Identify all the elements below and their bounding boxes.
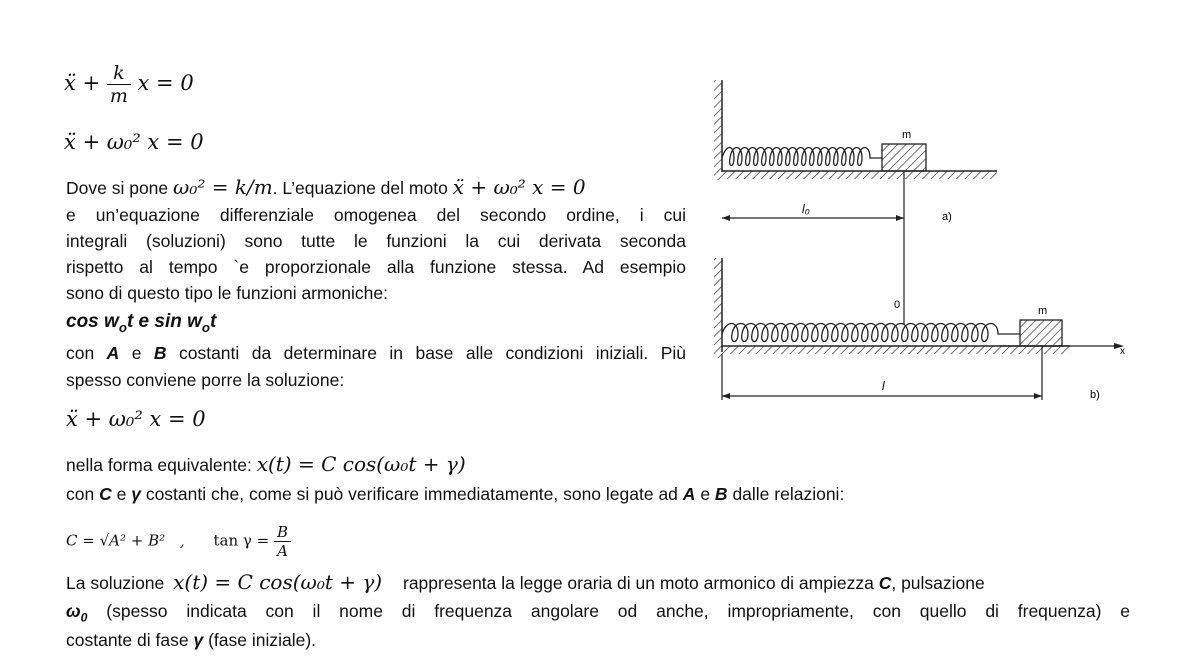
legge-oraria-text: rappresenta la legge oraria di un moto armonico di ampiezza bbox=[403, 573, 874, 593]
separator: , bbox=[179, 531, 185, 550]
floor-top-hatch bbox=[722, 171, 997, 179]
paragraph-1-line-3: integrali (soluzioni) sono tutte le funzioni la cui derivata seconda bbox=[66, 231, 686, 251]
l0-label: l₀ bbox=[802, 202, 810, 216]
rest-text: costanti da determinare in base alle condizioni iniziali. Più bbox=[178, 343, 686, 363]
paragraph-3 bbox=[66, 452, 466, 476]
equation-3: ẍ + ω₀² x = 0 bbox=[66, 407, 206, 431]
x-axis-label: x bbox=[1120, 346, 1125, 357]
cos-subscript: o bbox=[118, 319, 127, 335]
motion-equation-inline: ẍ + ω₀² x = 0 bbox=[452, 175, 586, 199]
var-c-2: C bbox=[878, 573, 892, 593]
paragraph-5-line-3 bbox=[66, 630, 316, 651]
relations-line bbox=[66, 523, 291, 560]
relazioni-text: dalle relazioni: bbox=[732, 484, 845, 504]
var-b-2: B bbox=[714, 484, 728, 504]
frequenza-text: (spesso indicata con il nome di frequenza angolare od anche, impropriamente, con quello di frequenza) e bbox=[106, 601, 1130, 621]
dove-text: Dove si pone bbox=[66, 178, 169, 198]
paragraph-4 bbox=[66, 484, 844, 505]
tan-gamma: tan γ = bbox=[213, 531, 270, 550]
solution-equation-2: x(t) = C cos(ω₀t + γ) bbox=[173, 570, 383, 594]
la-soluzione-text: La soluzione bbox=[66, 573, 165, 593]
eq1-denominator: m bbox=[109, 85, 128, 107]
solution-equation: x(t) = C cos(ω₀t + γ) bbox=[256, 452, 466, 476]
eq1-numerator: k bbox=[107, 62, 131, 85]
eq1-fraction bbox=[107, 62, 131, 107]
var-b: B bbox=[153, 343, 167, 363]
var-gamma: γ bbox=[131, 484, 141, 504]
eq1-rhs: x = 0 bbox=[137, 71, 194, 95]
spring-bottom bbox=[722, 324, 1020, 342]
zero-label: 0 bbox=[894, 299, 901, 311]
var-a-2: A bbox=[682, 484, 696, 504]
paragraph-1-line-5: sono di questo tipo le funzioni armoniche: bbox=[66, 283, 389, 303]
paragraph-1-line-2: e un’equazione differenziale omogenea del secondo ordine, i cui bbox=[66, 205, 686, 225]
paragraph-5-line-1 bbox=[66, 570, 985, 594]
legate-text: costanti che, come si può verificare immediatamente, sono legate ad bbox=[145, 484, 678, 504]
omega-definition: ω₀² = k/m bbox=[173, 175, 273, 199]
paragraph-2-line-1 bbox=[66, 343, 686, 364]
forma-equivalente-text: nella forma equivalente: bbox=[66, 455, 252, 475]
e-text-3: e bbox=[700, 484, 711, 504]
wall-bottom-hatch bbox=[714, 258, 722, 358]
tan-numerator: B bbox=[274, 523, 291, 542]
equation-2: ẍ + ω₀² x = 0 bbox=[64, 130, 204, 154]
floor-bottom-hatch bbox=[722, 346, 1070, 354]
con-text-2: con bbox=[66, 484, 95, 504]
label-a: a) bbox=[942, 211, 952, 223]
mass-top-label: m bbox=[902, 129, 912, 141]
paragraph-1-line-4: rispetto al tempo `e proporzionale alla funzione stessa. Ad esempio bbox=[66, 257, 686, 277]
wall-top-hatch bbox=[714, 80, 722, 180]
amplitude-relation: C = √A² + B² bbox=[66, 531, 166, 550]
var-gamma-2: γ bbox=[193, 630, 204, 650]
paragraph-5-line-2 bbox=[66, 601, 1130, 625]
mass-bottom bbox=[1020, 320, 1062, 346]
omega-symbol: ω bbox=[66, 601, 81, 621]
spring-top bbox=[722, 148, 882, 166]
l-label: l bbox=[882, 379, 885, 393]
harmonic-functions-line bbox=[66, 311, 216, 335]
mass-bottom-label: m bbox=[1038, 305, 1048, 317]
tan-fraction bbox=[274, 523, 291, 560]
sin-text: t e sin w bbox=[126, 311, 202, 332]
spring-mass-figure bbox=[700, 70, 1140, 415]
equation-1 bbox=[64, 62, 194, 107]
e-text: e bbox=[131, 343, 142, 363]
pulsazione-text: , pulsazione bbox=[891, 573, 985, 593]
mass-top bbox=[882, 144, 926, 171]
moto-text: . L’equazione del moto bbox=[272, 178, 448, 198]
paragraph-1-line-1 bbox=[66, 175, 586, 199]
omega-zero bbox=[66, 601, 88, 625]
e-text-2: e bbox=[116, 484, 127, 504]
fase-iniziale-text: (fase iniziale). bbox=[208, 630, 317, 650]
eq1-lhs: ẍ + bbox=[64, 71, 101, 95]
paragraph-2-line-2: spesso conviene porre la soluzione: bbox=[66, 370, 345, 390]
costante-fase-text: costante di fase bbox=[66, 630, 189, 650]
t-text: t bbox=[210, 311, 217, 332]
cos-text: cos w bbox=[66, 311, 119, 332]
omega-subscript: 0 bbox=[80, 610, 88, 625]
var-c: C bbox=[99, 484, 112, 504]
tan-denominator: A bbox=[277, 542, 288, 560]
label-b: b) bbox=[1090, 389, 1100, 401]
sin-subscript: o bbox=[201, 319, 211, 335]
con-text: con bbox=[66, 343, 95, 363]
var-a: A bbox=[106, 343, 120, 363]
